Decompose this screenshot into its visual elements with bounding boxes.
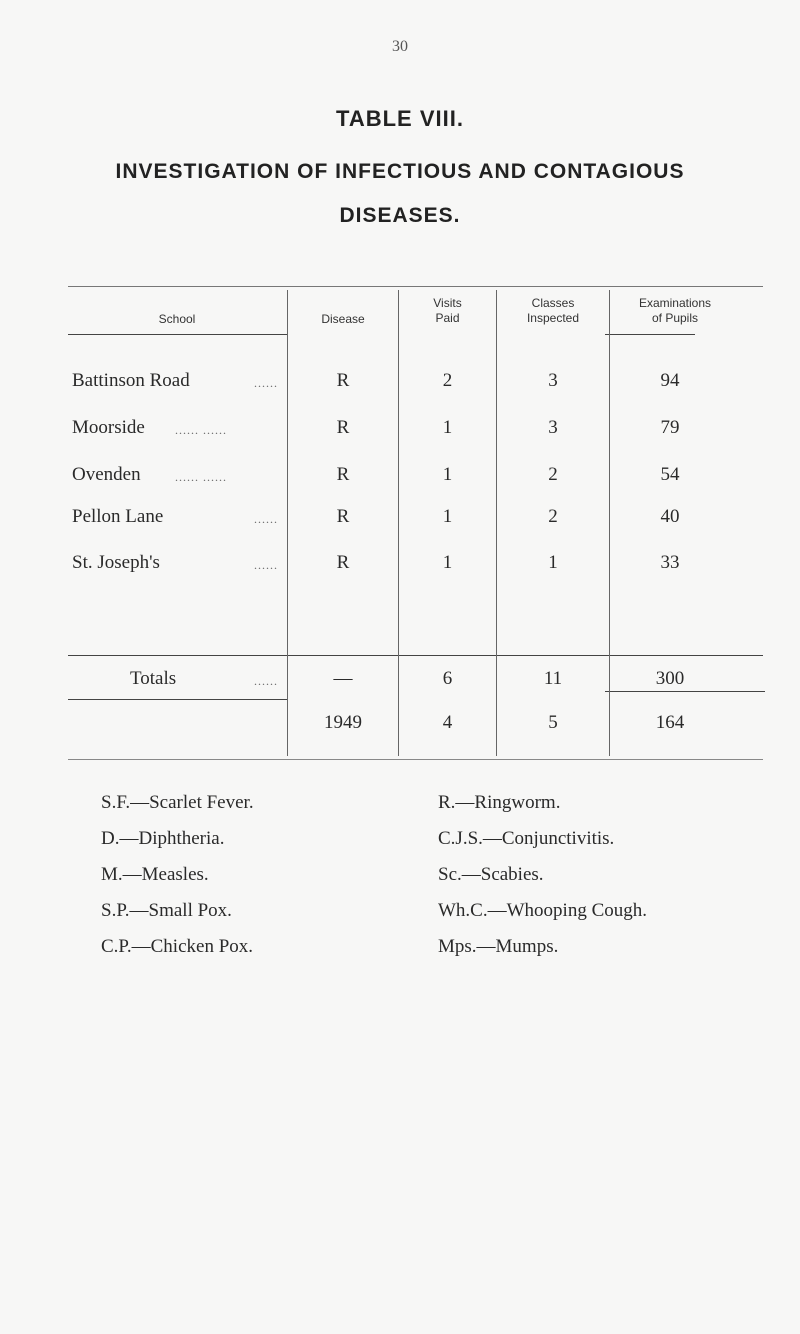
abbreviation-legend-right — [438, 792, 647, 972]
header-exam-line1: Examinations — [638, 296, 712, 310]
school-name: Pellon Lane — [72, 506, 164, 527]
legend-item: M.—Measles. — [101, 864, 209, 885]
legend-item: C.P.—Chicken Pox. — [101, 936, 254, 957]
previous-year-label: 1949 — [324, 712, 362, 733]
totals-visits-cell: 6 — [442, 668, 453, 689]
table-bottom-rule — [68, 759, 763, 760]
classes-cell: 1 — [548, 552, 558, 573]
previous-year-exams-cell: 164 — [655, 712, 685, 733]
abbreviation-legend-left — [101, 792, 254, 972]
table-top-rule — [68, 286, 763, 287]
exams-cell: 40 — [660, 506, 680, 527]
header-disease — [288, 312, 398, 327]
dot-leader: ...... — [254, 674, 278, 688]
dot-leader: ...... — [254, 558, 278, 572]
totals-bottom-rule-right — [605, 691, 765, 692]
totals-classes-cell: 11 — [543, 668, 563, 689]
totals-disease-cell: — — [333, 668, 353, 689]
visits-cell: 1 — [442, 506, 453, 527]
header-school — [68, 312, 286, 327]
header-classes-line1: Classes — [531, 296, 575, 310]
disease-cell: R — [336, 370, 350, 391]
header-visits-line1: Visits — [433, 296, 462, 310]
header-rule-left — [68, 334, 288, 335]
legend-item: S.F.—Scarlet Fever. — [101, 792, 254, 813]
classes-cell: 2 — [548, 506, 558, 527]
header-examinations — [610, 296, 740, 326]
totals-label: Totals — [130, 668, 177, 689]
header-school-label: School — [158, 312, 196, 326]
table-subtitle: INVESTIGATION OF INFECTIOUS AND CONTAGIOUS — [115, 160, 685, 183]
school-name: Battinson Road — [72, 370, 190, 391]
legend-item: S.P.—Small Pox. — [101, 900, 232, 921]
visits-cell: 1 — [442, 552, 453, 573]
previous-year-classes-cell: 5 — [548, 712, 558, 733]
header-visits-line2: Paid — [435, 311, 460, 325]
totals-exams-cell: 300 — [655, 668, 685, 689]
school-name: Ovenden — [72, 464, 141, 485]
header-exam-line2: of Pupils — [651, 311, 699, 325]
header-visits — [399, 296, 496, 326]
disease-cell: R — [336, 506, 350, 527]
legend-item: Sc.—Scabies. — [438, 864, 544, 885]
school-name: St. Joseph's — [72, 552, 160, 573]
dot-leader: ...... ...... — [175, 470, 227, 484]
visits-cell: 2 — [442, 370, 453, 391]
dot-leader: ...... — [254, 512, 278, 526]
legend-item: Wh.C.—Whooping Cough. — [438, 900, 647, 921]
header-rule-right — [605, 334, 695, 335]
classes-cell: 3 — [548, 417, 558, 438]
legend-item: C.J.S.—Conjunctivitis. — [438, 828, 615, 849]
school-name: Moorside — [72, 417, 145, 438]
exams-cell: 54 — [660, 464, 680, 485]
legend-item: D.—Diphtheria. — [101, 828, 225, 849]
visits-cell: 1 — [442, 464, 453, 485]
classes-cell: 2 — [548, 464, 558, 485]
disease-cell: R — [336, 552, 350, 573]
legend-item: R.—Ringworm. — [438, 792, 561, 813]
exams-cell: 79 — [660, 417, 680, 438]
header-classes-line2: Inspected — [526, 311, 580, 325]
totals-bottom-rule-left — [68, 699, 288, 700]
totals-rule — [68, 655, 763, 656]
disease-cell: R — [336, 417, 350, 438]
table-title: TABLE VIII. — [336, 106, 464, 131]
exams-cell: 33 — [660, 552, 680, 573]
legend-item: Mps.—Mumps. — [438, 936, 559, 957]
disease-cell: R — [336, 464, 350, 485]
visits-cell: 1 — [442, 417, 453, 438]
dot-leader: ...... ...... — [175, 423, 227, 437]
dot-leader: ...... — [254, 376, 278, 390]
header-disease-label: Disease — [321, 312, 365, 326]
page-number: 30 — [392, 38, 408, 55]
exams-cell: 94 — [660, 370, 680, 391]
header-classes — [497, 296, 609, 326]
classes-cell: 3 — [548, 370, 558, 391]
table-subtitle-continued: DISEASES. — [339, 204, 461, 227]
previous-year-visits-cell: 4 — [442, 712, 453, 733]
